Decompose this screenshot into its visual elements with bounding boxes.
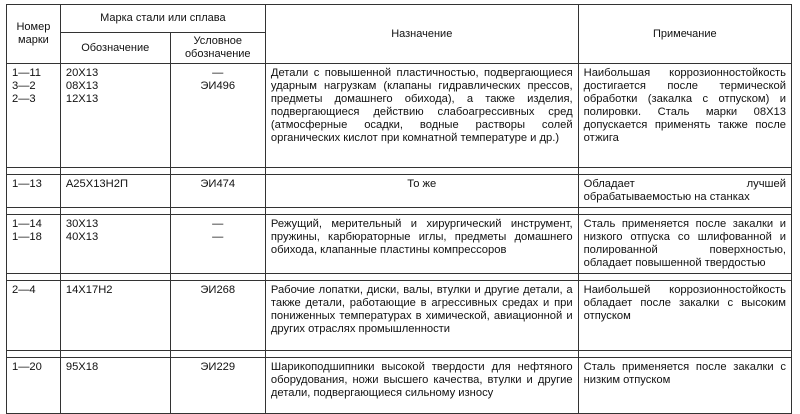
table-body	[7, 64, 792, 414]
designation: 14Х17Н2	[65, 284, 113, 296]
purpose-cell: То же	[265, 175, 578, 208]
header-conditional: Условное обозначение	[170, 33, 265, 64]
designation: А25Х13Н2П	[65, 178, 128, 190]
designation: 12Х13	[65, 93, 99, 105]
steel-grades-table	[6, 4, 792, 414]
note-cell: Сталь применяется после закалки с низким отпуском	[578, 358, 791, 414]
row-number: 1—18	[12, 231, 42, 243]
conditional-designation: ЭИ496	[200, 80, 236, 92]
note-cell: Наибольшая коррозионностойкость достигается после термической обработки (закалка с отпуском) и полировки. Сталь марки 08Х13 допускается применять также после отжига	[578, 64, 791, 168]
purpose-cell: Детали с повышенной пластичностью, подвергающиеся ударным нагрузкам (клапаны гидравлических прессов, предметы домашнего обихода), а также изделия, подвергающиеся действию слабоагрессивных сред (атмосферные осадки, водные растворы солей органических кислот при комнатной температуре и др.)	[265, 64, 578, 168]
row-number: 1—11	[12, 67, 42, 79]
designation-cell	[60, 358, 170, 414]
row-number: 3—2	[12, 80, 36, 92]
designation-cell	[60, 64, 170, 168]
note-cell: Наибольшей коррозионностойкость обладает после закалки с высоким отпуском	[578, 281, 791, 351]
conditional-designation: ЭИ229	[200, 361, 236, 373]
note-cell: Сталь применяется после закалки и низкого отпуска со шлифованной и полированной поверхностью, обладает повышенной твердостью	[578, 215, 791, 274]
purpose-cell: Рабочие лопатки, диски, валы, втулки и другие детали, а также детали, работающие в агрессивных средах и при пониженных температурах в химической, авиационной и других отраслях промышленности	[265, 281, 578, 351]
row-number-cell	[7, 215, 61, 274]
designation: 95Х18	[65, 361, 99, 373]
conditional-cell	[170, 175, 265, 208]
conditional-designation: —	[212, 218, 224, 230]
conditional-designation: ЭИ474	[200, 178, 236, 190]
designation: 30Х13	[65, 218, 99, 230]
conditional-cell	[170, 64, 265, 168]
row-number-cell	[7, 64, 61, 168]
conditional-cell	[170, 215, 265, 274]
table-row	[7, 358, 792, 414]
header-designation: Обозначение	[60, 33, 170, 64]
designation-cell	[60, 215, 170, 274]
header-grade-group: Марка стали или сплава	[60, 5, 265, 33]
row-number: 1—20	[12, 361, 42, 373]
table-row	[7, 281, 792, 351]
purpose-cell: Шарикоподшипники высокой твердости для нефтяного оборудования, ножи высшего качества, втулки и другие детали, подвергающиеся сильному износу	[265, 358, 578, 414]
table-row	[7, 215, 792, 274]
note-cell: Обладает лучшей обрабатываемостью на станках	[578, 175, 791, 208]
row-number: 2—4	[12, 284, 36, 296]
row-number-cell	[7, 281, 61, 351]
conditional-cell	[170, 358, 265, 414]
conditional-cell	[170, 281, 265, 351]
table-row	[7, 64, 792, 168]
row-number-cell	[7, 358, 61, 414]
conditional-designation: —	[212, 231, 224, 243]
designation: 20Х13	[65, 67, 99, 79]
designation: 08Х13	[65, 80, 99, 92]
designation: 40Х13	[65, 231, 99, 243]
row-number: 1—13	[12, 178, 42, 190]
table-row	[7, 175, 792, 208]
header-purpose: Назначение	[265, 5, 578, 64]
purpose-cell: Режущий, мерительный и хирургический инструмент, пружины, карбюраторные иглы, предметы домашнего обихода, клапанные пластины компрессоров	[265, 215, 578, 274]
designation-cell	[60, 281, 170, 351]
row-number-cell	[7, 175, 61, 208]
conditional-designation: ЭИ268	[200, 284, 236, 296]
conditional-designation: —	[212, 67, 224, 79]
row-number: 1—14	[12, 218, 42, 230]
steel-grades-table-page	[6, 4, 792, 406]
header-note: Примечание	[578, 5, 791, 64]
row-number: 2—3	[12, 93, 36, 105]
designation-cell	[60, 175, 170, 208]
header-number: Номер марки	[7, 5, 61, 64]
